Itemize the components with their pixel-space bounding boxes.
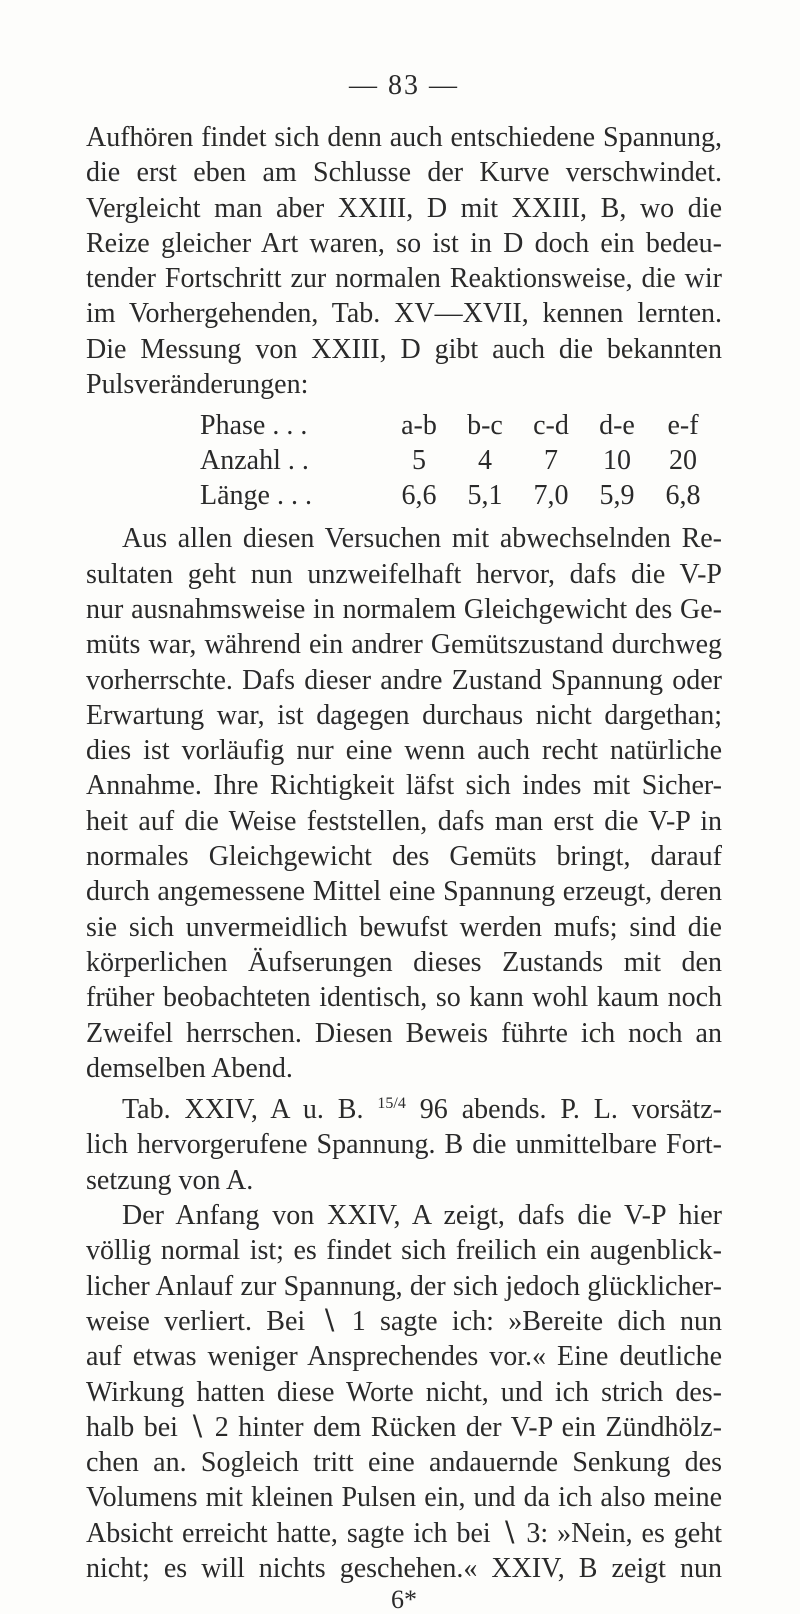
- text-line: Erwartung war, ist dagegen durchaus nicht dargethan;: [86, 699, 722, 731]
- table-cell: b-c: [467, 410, 503, 442]
- text-line: Annahme. Ihre Richtigkeit läfst sich indes mit Sicher-: [86, 770, 722, 802]
- text-line: chen an. Sogleich tritt eine andauernde Senkung des: [86, 1447, 722, 1479]
- table-cell: 6,8: [665, 480, 701, 512]
- text-line: dies ist vorläufig nur eine wenn auch recht natürliche: [86, 735, 722, 767]
- table-row: [200, 408, 716, 443]
- text-line: normales Gleichgewicht des Gemüts bringt, darauf: [86, 841, 722, 873]
- text-line: nur ausnahmsweise in normalem Gleichgewicht des Ge-: [86, 593, 722, 625]
- table-cell: 7,0: [533, 480, 569, 512]
- text-line: Zweifel herrschen. Diesen Beweis führte ich noch an: [86, 1017, 722, 1049]
- pulse-table: [200, 408, 716, 513]
- table-cell: 4: [478, 445, 492, 477]
- text-line: Vergleicht man aber XXIII, D mit XXIII, B, wo die: [86, 192, 722, 224]
- text-line: durch angemessene Mittel eine Spannung erzeugt, deren: [86, 876, 722, 908]
- paragraph-1: [86, 120, 722, 402]
- text-line: demselben Abend.: [86, 1052, 293, 1084]
- paragraph-4: [86, 1198, 722, 1586]
- table-row: [200, 478, 716, 513]
- page-number: — 83 —: [349, 70, 459, 101]
- text-line: halb bei ∖ 2 hinter dem Rücken der V-P ein Zündhölz-: [86, 1411, 722, 1443]
- paragraph-2: [86, 521, 722, 1086]
- text-line: Pulsveränderungen:: [86, 369, 309, 401]
- table-cell: 6,6: [401, 480, 437, 512]
- table-cell: a-b: [401, 410, 437, 442]
- text-line: Wirkung hatten diese Worte nicht, und ich strich des-: [86, 1376, 722, 1408]
- time-fraction: 15/4: [377, 1095, 406, 1113]
- text-line: Volumens mit kleinen Pulsen ein, und da ich also meine: [86, 1482, 722, 1514]
- text-line: Aus allen diesen Versuchen mit abwechselnden Re-: [122, 523, 722, 555]
- text-line: Der Anfang von XXIV, A zeigt, dafs die V-P hier: [122, 1200, 722, 1232]
- text-line: die erst eben am Schlusse der Kurve verschwindet.: [86, 157, 722, 189]
- table-cell: 5,9: [599, 480, 635, 512]
- text-line: auf etwas weniger Ansprechendes vor.« Eine deutliche: [86, 1341, 722, 1373]
- text-line: licher Anlauf zur Spannung, der sich jedoch glücklicher-: [86, 1270, 722, 1302]
- text-line: Aufhören findet sich denn auch entschiedene Spannung,: [86, 122, 722, 153]
- text-line: vorherrschte. Dafs dieser andre Zustand Spannung oder: [86, 664, 722, 696]
- text-line: im Vorhergehenden, Tab. XV—XVII, kennen lernten.: [86, 298, 722, 330]
- table-row: [200, 443, 716, 478]
- row-label: Phase . . .: [200, 410, 308, 442]
- text-line: früher beobachteten identisch, so kann wohl kaum noch: [86, 982, 722, 1014]
- table-cell: d-e: [599, 410, 635, 442]
- paragraph-3: [86, 1086, 722, 1198]
- table-reference: Tab. XXIV, A u. B.: [122, 1094, 364, 1126]
- text-line: lich hervorgerufene Spannung. B die unmittelbare Fort-: [86, 1129, 722, 1161]
- text-line: Absicht erreicht hatte, sagte ich bei ∖ 3: »Nein, es geht: [86, 1517, 722, 1549]
- text-line: müts war, während ein andrer Gemütszustand durchweg: [86, 629, 722, 661]
- text-line: [86, 1086, 722, 1127]
- text-segment: 96 abends. P. L. vorsätz-: [419, 1094, 723, 1126]
- row-label: Anzahl . .: [200, 445, 309, 477]
- text-line: körperlichen Äufserungen dieses Zustands mit den: [86, 946, 722, 978]
- text-line: sie sich unvermeidlich bewufst werden mufs; sind die: [86, 911, 722, 943]
- table-cell: 10: [603, 445, 631, 477]
- row-label: Länge . . .: [200, 480, 312, 512]
- table-cell: 7: [544, 445, 558, 477]
- text-line: sultaten geht nun unzweifelhaft hervor, dafs die V-P: [86, 558, 722, 590]
- text-line: weise verliert. Bei ∖ 1 sagte ich: »Bereite dich nun: [86, 1305, 722, 1337]
- signature-mark: 6*: [391, 1585, 417, 1614]
- text-line: Reize gleicher Art waren, so ist in D doch ein bedeu-: [86, 227, 722, 259]
- table-cell: e-f: [667, 410, 699, 442]
- text-line: heit auf die Weise feststellen, dafs man erst die V-P in: [86, 805, 722, 837]
- text-line: tender Fortschritt zur normalen Reaktionsweise, die wir: [86, 263, 722, 295]
- table-cell: 5,1: [467, 480, 503, 512]
- text-line: setzung von A.: [86, 1164, 254, 1196]
- table-cell: c-d: [533, 410, 569, 442]
- text-line: völlig normal ist; es findet sich freilich ein augenblick-: [86, 1235, 722, 1267]
- table-cell: 5: [412, 445, 426, 477]
- table-cell: 20: [669, 445, 697, 477]
- text-line: nicht; es will nichts geschehen.« XXIV, B zeigt nun: [86, 1552, 722, 1584]
- text-line: Die Messung von XXIII, D gibt auch die bekannten: [86, 333, 722, 365]
